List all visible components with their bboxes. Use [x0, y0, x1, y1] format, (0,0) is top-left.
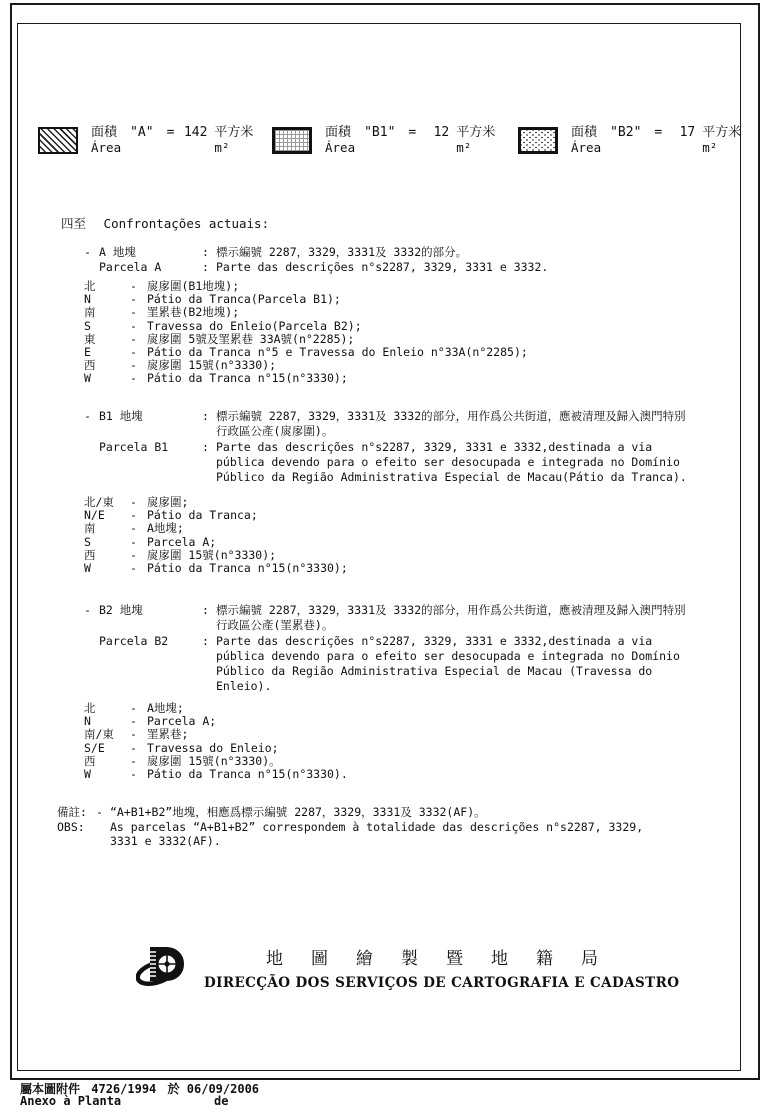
dash: -	[130, 534, 137, 549]
boundary-row	[84, 372, 528, 385]
diagonal-hatch-swatch-icon	[38, 127, 78, 154]
parcel-desc-cont	[84, 424, 734, 439]
remarks-row-pt-cont	[57, 834, 717, 849]
colon: :	[202, 603, 209, 617]
direction-label: E	[84, 345, 91, 360]
direction-label: S	[84, 534, 91, 549]
parcel-desc-pt: Parte das descrições n°s2287, 3329, 3331 e 3332,destinada a via	[216, 439, 653, 454]
direction-label: 南	[84, 521, 96, 536]
parcel-desc-cont	[84, 470, 734, 485]
unit-zh: 平方米	[214, 125, 254, 140]
unit-pt: m²	[702, 140, 718, 155]
equals-sign: =	[166, 125, 175, 140]
annex-at-zh: 於	[167, 1082, 180, 1096]
parcel-label-pt: Parcela A	[99, 260, 162, 275]
agency-name-pt: DIRECÇÃO DOS SERVIÇOS DE CARTOGRAFIA E CADASTRO	[204, 975, 680, 991]
parcel-desc-pt: Parte das descrições n°s2287, 3329, 3331 e 3332.	[216, 260, 549, 275]
colon: :	[202, 245, 209, 259]
parcel-desc-cont	[84, 664, 734, 679]
direction-label: 西	[84, 753, 96, 768]
legend-item-area-a	[38, 125, 253, 155]
colon: :	[202, 409, 209, 423]
direction-label: 北	[84, 279, 96, 293]
parcel-label-pt: Parcela B2	[99, 633, 169, 648]
dash: -	[130, 561, 137, 576]
dash: -	[96, 805, 103, 819]
parcel-title-row-zh	[84, 603, 734, 618]
boundary-text: 扊扅圍 5號及罣累巷 33A號(n°2285);	[147, 331, 355, 346]
remarks-label-zh: 備註:	[57, 805, 87, 819]
boundary-row	[84, 306, 528, 319]
parcel-desc-cont	[84, 649, 734, 664]
boundary-text: Pátio da Tranca n°15(n°3330).	[147, 767, 348, 782]
parcel-desc-zh: 標示編號 2287，3329，3331及 3332的部分。	[216, 245, 468, 259]
equals-sign: =	[654, 125, 663, 140]
parcel-a-header	[84, 245, 734, 276]
parcel-title-row-pt	[84, 440, 734, 455]
direction-label: W	[84, 561, 91, 576]
boundary-text: 扊扅圍 15號(n°3330)。	[147, 753, 281, 768]
area-label-pt: Área	[325, 140, 356, 155]
parcel-b1-header	[84, 409, 734, 485]
unit-pt: m²	[214, 140, 230, 155]
boundary-row	[84, 320, 528, 333]
boundary-row	[84, 536, 348, 549]
boundary-row	[84, 768, 348, 781]
direction-label: W	[84, 371, 91, 386]
boundary-row	[84, 562, 348, 575]
direction-label: 西	[84, 547, 96, 562]
boundary-text: A地塊;	[147, 701, 184, 715]
annex-date: 06/09/2006	[186, 1082, 260, 1096]
plan-number: 4726/1994	[91, 1082, 157, 1096]
dash: -	[130, 701, 137, 715]
boundary-row	[84, 742, 348, 755]
area-value: 12	[433, 125, 450, 140]
dash: -	[130, 521, 137, 536]
parcel-desc-zh: 標示編號 2287，3329，3331及 3332的部分，用作爲公共街道，應被清理及歸入澳門特別	[216, 409, 686, 423]
parcel-b1-boundaries	[84, 496, 348, 575]
legend-item-area-b2	[518, 125, 741, 155]
dash: -	[130, 358, 137, 373]
parcel-b2-boundaries	[84, 702, 348, 781]
dash: -	[130, 279, 137, 293]
annex-de-label: de	[214, 1094, 229, 1108]
dash: -	[84, 603, 91, 617]
heading-pt: Confrontações actuais:	[103, 216, 270, 231]
boundary-text: Travessa do Enleio;	[147, 740, 279, 755]
agency-footer	[136, 944, 679, 991]
boundary-row	[84, 728, 348, 741]
area-label-pt: Área	[91, 140, 122, 155]
boundary-text: 扊扅圍;	[147, 495, 189, 509]
boundary-text: 罣累巷(B2地塊);	[147, 305, 240, 320]
direction-label: 北/東	[84, 495, 114, 509]
grid-swatch-icon	[272, 127, 312, 154]
remarks-text-pt: As parcelas “A+B1+B2” correspondem à totalidade das descrições n°s2287, 3329,	[110, 819, 644, 834]
parcel-b2-header	[84, 603, 734, 695]
parcel-desc-zh: 行政區公產(扊扅圍)。	[216, 424, 334, 439]
parcel-desc-pt: pública devendo para o efeito ser desocupada e integrada no Domínio	[216, 648, 680, 663]
direction-label: N	[84, 714, 91, 729]
parcel-name: "A"	[130, 125, 154, 140]
boundary-text: Travessa do Enleio(Parcela B2);	[147, 318, 362, 333]
parcel-name: "B2"	[610, 125, 642, 140]
area-label-zh: 面積	[91, 125, 118, 140]
parcel-desc-zh: 標示編號 2287，3329，3331及 3332的部分，用作爲公共街道，應被清理及歸入澳門特別	[216, 603, 686, 617]
parcel-title-row-pt	[84, 634, 734, 649]
boundary-text: Parcela A;	[147, 534, 217, 549]
remarks-label-pt: OBS:	[57, 819, 85, 834]
parcel-desc-cont	[84, 679, 734, 694]
parcel-title-row-zh	[84, 245, 734, 260]
direction-label: 東	[84, 331, 96, 346]
boundary-text: Pátio da Tranca(Parcela B1);	[147, 292, 341, 307]
dash: -	[130, 767, 137, 782]
direction-label: 北	[84, 701, 96, 715]
boundary-text: Pátio da Tranca;	[147, 508, 258, 523]
boundary-text: 扊扅圍 15號(n°3330);	[147, 547, 277, 562]
dash: -	[84, 245, 91, 259]
dash: -	[84, 409, 91, 423]
dash: -	[130, 292, 137, 307]
unit-zh: 平方米	[456, 125, 496, 140]
boundary-text: 扊扅圍 15號(n°3330);	[147, 358, 277, 373]
colon: :	[202, 439, 209, 454]
parcel-label-zh: B1 地塊	[99, 409, 143, 423]
area-label-pt: Área	[571, 140, 602, 155]
direction-label: 南/東	[84, 727, 114, 742]
boundary-text: Parcela A;	[147, 714, 217, 729]
parcel-desc-pt: Público da Região Administrativa Especial de Macau (Travessa do	[216, 664, 653, 679]
annex-label-zh: 屬本圖附件	[20, 1082, 81, 1096]
parcel-label-zh: A 地塊	[99, 245, 136, 259]
speckle-swatch-icon	[518, 127, 558, 154]
annex-line-pt	[20, 1094, 121, 1108]
remarks-row-zh	[57, 805, 717, 820]
annex-label-pt: Anexo à Planta	[20, 1094, 122, 1108]
dash: -	[130, 331, 137, 346]
dash: -	[130, 495, 137, 509]
area-value: 17	[679, 125, 696, 140]
unit-pt: m²	[456, 140, 472, 155]
parcel-desc-pt: Enleio).	[216, 679, 272, 694]
boundary-text: A地塊;	[147, 521, 184, 536]
section-heading	[61, 217, 269, 230]
direction-label: N/E	[84, 508, 105, 523]
legend-item-area-b1	[272, 125, 495, 155]
heading-zh: 四至	[61, 216, 87, 231]
area-label-zh: 面積	[571, 125, 598, 140]
remarks-text-zh: “A+B1+B2”地塊，相應爲標示編號 2287，3329，3331及 3332(AF)。	[110, 805, 486, 819]
boundary-text: Pátio da Tranca n°15(n°3330);	[147, 371, 348, 386]
colon: :	[202, 260, 209, 275]
parcel-desc-cont	[84, 618, 734, 633]
parcel-desc-pt: pública devendo para o efeito ser desocupada e integrada no Domínio	[216, 454, 680, 469]
area-value: 142	[183, 125, 208, 140]
dash: -	[130, 740, 137, 755]
parcel-name: "B1"	[364, 125, 396, 140]
dash: -	[130, 727, 137, 742]
parcel-label-zh: B2 地塊	[99, 603, 143, 617]
unit-zh: 平方米	[702, 125, 742, 140]
dash: -	[130, 714, 137, 729]
boundary-text: Pátio da Tranca n°5 e Travessa do Enleio n°33A(n°2285);	[147, 345, 528, 360]
colon: :	[202, 633, 209, 648]
dash: -	[130, 508, 137, 523]
boundary-row	[84, 509, 348, 522]
direction-label: W	[84, 767, 91, 782]
equals-sign: =	[408, 125, 417, 140]
boundary-row	[84, 522, 348, 535]
boundary-text: Pátio da Tranca n°15(n°3330);	[147, 561, 348, 576]
direction-label: S/E	[84, 740, 105, 755]
boundary-text: 罣累巷;	[147, 727, 189, 742]
direction-label: 南	[84, 305, 96, 320]
dash: -	[130, 371, 137, 386]
parcel-title-row-zh	[84, 409, 734, 424]
direction-label: 西	[84, 358, 96, 373]
dash: -	[130, 547, 137, 562]
boundary-text: 扊扅圍(B1地塊);	[147, 279, 240, 293]
area-label-zh: 面積	[325, 125, 352, 140]
boundary-row	[84, 715, 348, 728]
remarks-block	[57, 805, 717, 849]
dash: -	[130, 305, 137, 320]
parcel-title-row-pt	[84, 260, 734, 275]
parcel-desc-pt: Parte das descrições n°s2287, 3329, 3331 e 3332,destinada a via	[216, 633, 653, 648]
direction-label: S	[84, 318, 91, 333]
parcel-label-pt: Parcela B1	[99, 439, 169, 454]
dash: -	[130, 753, 137, 768]
dash: -	[130, 318, 137, 333]
remarks-row-pt	[57, 820, 717, 835]
direction-label: N	[84, 292, 91, 307]
parcel-a-boundaries	[84, 280, 528, 386]
parcel-desc-pt: Público da Região Administrativa Especial de Macau(Pátio da Tranca).	[216, 470, 687, 485]
agency-name-zh: 地圖繪製暨地籍局	[266, 949, 626, 969]
remarks-text-pt: 3331 e 3332(AF).	[110, 834, 221, 849]
dash: -	[130, 345, 137, 360]
dscc-logo-icon	[136, 944, 190, 988]
parcel-desc-cont	[84, 455, 734, 470]
parcel-desc-zh: 行政區公產(罣累巷)。	[216, 618, 334, 633]
